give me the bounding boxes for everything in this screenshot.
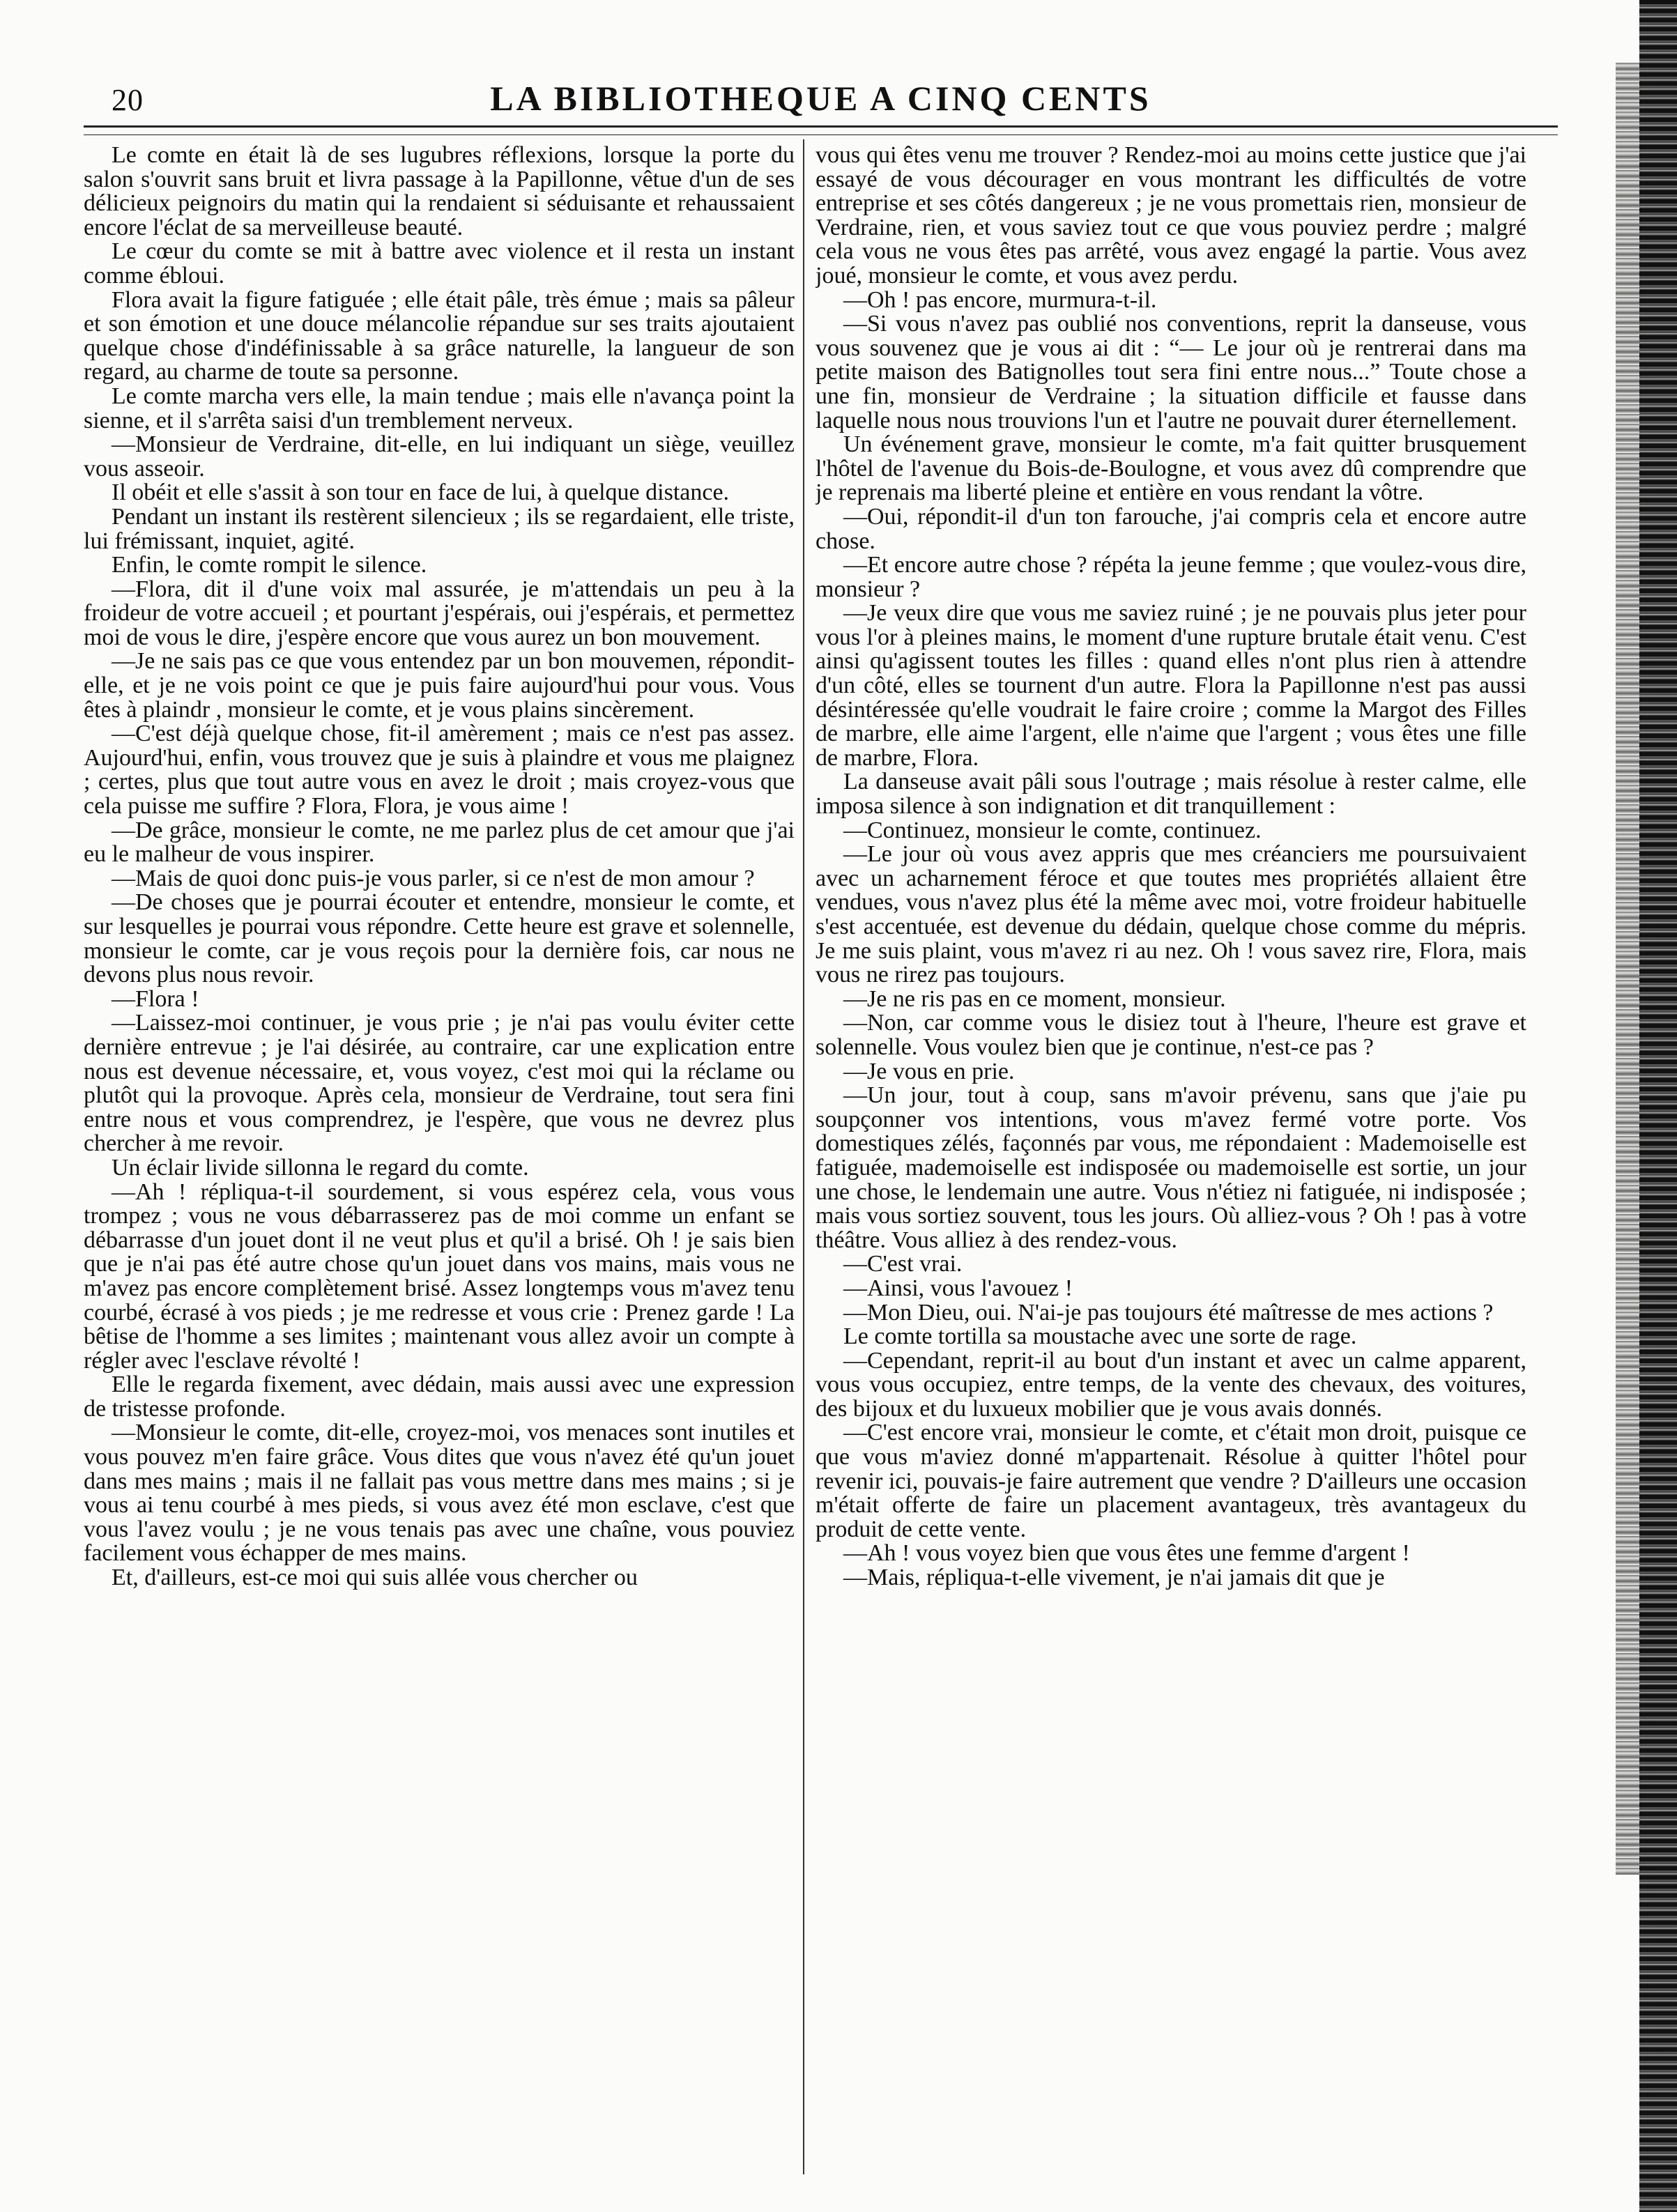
paragraph: —Je ne ris pas en ce moment, monsieur. [843, 985, 1226, 1012]
page-edge-binding [1639, 0, 1677, 2212]
page-header [84, 78, 1558, 127]
paragraph: —Laissez-moi continuer, je vous prie ; je n'ai pas voulu éviter cette dernière entrevue ; je l'ai désirée, au contraire, car une explication entre nous est devenue nécessaire, et, vous voyez, c'est moi qui la réclame ou plutôt qui la provoque. Après cela, monsieur de Verdraine, tout sera fini entre nous et vous comprendrez, je l'espère, que vous ne devrez plus chercher à me revoir. [84, 1010, 795, 1157]
paragraph: —Continuez, monsieur le comte, continuez. [843, 817, 1262, 843]
paragraph: —C'est vrai. [843, 1251, 963, 1277]
paragraph: Pendant un instant ils restèrent silencieux ; ils se regardaient, elle triste, lui frémissant, inquiet, agité. [84, 503, 795, 554]
paragraph: Le comte marcha vers elle, la main tendue ; mais elle n'avança point la sienne, et il s'arrêta saisi d'un tremblement nerveux. [84, 383, 795, 433]
paragraph: —Mais, répliqua-t-elle vivement, je n'ai jamais dit que je [843, 1565, 1385, 1591]
paragraph: Le comte tortilla sa moustache avec une sorte de rage. [843, 1323, 1357, 1350]
paragraph: vous qui êtes venu me trouver ? Rendez-moi au moins cette justice que j'ai essayé de vous décourager en vous montrant les difficultés de votre entreprise et ses côtés dangereux ; je ne vous promettais rien, monsieur de Verdraine, rien, et vous saviez tout ce que vous pouviez perdre ; malgré cela vous ne vous êtes pas arrêté, vous avez engagé la partie. Vous avez joué, monsieur le comte, et vous avez perdu. [815, 144, 1526, 289]
left-column [84, 144, 795, 2179]
paragraph: Le cœur du comte se mit à battre avec violence et il resta un instant comme ébloui. [84, 238, 795, 289]
paragraph: —Je vous en prie. [843, 1058, 1015, 1084]
paragraph: —Monsieur de Verdraine, dit-elle, en lui indiquant un siège, veuillez vous asseoir. [84, 431, 795, 482]
paragraph: Le comte en était là de ses lugubres réflexions, lorsque la porte du salon s'ouvrit sans bruit et livra passage à la Papillonne, vêtue d'un de ses délicieux peignoirs du matin qui la rendaient si séduisante et rehaussaient encore l'éclat de sa merveilleuse beauté. [84, 144, 795, 240]
paragraph: Un éclair livide sillonna le regard du comte. [112, 1154, 529, 1181]
paragraph: —Ah ! répliqua-t-il sourdement, si vous espérez cela, vous vous trompez ; vous ne vous débarrasserez pas de moi comme un enfant se débarrasse d'un jouet dont il ne veut plus et qu'il a brisé. Oh ! je sais bien que je n'ai pas été autre chose qu'un jouet dans vos mains, mais vous ne m'avez pas encore complètement brisé. Assez longtemps vous m'avez tenu courbé, écrasé à vos pieds ; je me redresse et vous crie : Prenez garde ! La bêtise de l'homme a ses limites ; maintenant vous allez avoir un compte à régler avec l'esclave révolté ! [84, 1178, 795, 1374]
paragraph: —Ainsi, vous l'avouez ! [843, 1275, 1073, 1301]
paragraph: —Un jour, tout à coup, sans m'avoir prévenu, sans que j'aie pu soupçonner vos intentions, vous m'avez fermé votre porte. Vos domestiques zélés, façonnés par vous, me répondaient : Mademoiselle est fatiguée, mademoiselle est indisposée ou mademoiselle est sortie, un jour une chose, le lendemain une autre. Vous n'étiez ni fatiguée, ni indisposée ; mais vous sortiez souvent, tous les jours. Où alliez-vous ? Oh ! pas à votre théâtre. Vous alliez à des rendez-vous. [815, 1082, 1526, 1253]
paragraph: —Ah ! vous voyez bien que vous êtes une femme d'argent ! [843, 1540, 1410, 1567]
right-column [815, 144, 1526, 2179]
paragraph: La danseuse avait pâli sous l'outrage ; mais résolue à rester calme, elle imposa silence à son indignation et dit tranquillement : [815, 769, 1526, 820]
paragraph: Et, d'ailleurs, est-ce moi qui suis allée vous chercher ou [112, 1565, 638, 1591]
column-divider [803, 139, 804, 2174]
paragraph: —Si vous n'avez pas oublié nos conventions, reprit la danseuse, vous vous souvenez que je vous ai dit : “— Le jour où je rentrerai dans ma petite maison des Batignolles tout sera fini entre nous...” Toute chose a une fin, monsieur de Verdraine ; la situation difficile et fausse dans laquelle nous nous trouvions l'un et l'autre ne pouvait durer éternellement. [815, 311, 1526, 433]
paragraph: —Flora ! [112, 985, 199, 1012]
paragraph: —Mon Dieu, oui. N'ai-je pas toujours été maîtresse de mes actions ? [843, 1299, 1494, 1326]
paragraph: Enfin, le comte rompit le silence. [112, 552, 427, 578]
paragraph: —Et encore autre chose ? répéta la jeune femme ; que voulez-vous dire, monsieur ? [815, 552, 1526, 602]
paragraph: —De grâce, monsieur le comte, ne me parlez plus de cet amour que j'ai eu le malheur de vous inspirer. [84, 817, 795, 868]
paragraph: Flora avait la figure fatiguée ; elle était pâle, très émue ; mais sa pâleur et son émotion et une douce mélancolie répandue sur ses traits ajoutaient quelque chose d'indéfinissable à sa grâce naturelle, la langueur de son regard, au charme de toute sa personne. [84, 286, 795, 385]
paragraph: —Non, car comme vous le disiez tout à l'heure, l'heure est grave et solennelle. Vous voulez bien que je continue, n'est-ce pas ? [815, 1010, 1526, 1060]
paragraph: —Monsieur le comte, dit-elle, croyez-moi, vos menaces sont inutiles et vous pouvez m'en faire grâce. Vous dites que vous n'avez été qu'un jouet dans mes mains ; mais il ne fallait pas vous mettre dans mes mains ; si je vous ai tenu courbé à mes pieds, si vous avez été mon esclave, c'est que vous l'avez voulu ; je ne vous tenais pas avec une chaîne, vous pouviez facilement vous échapper de mes mains. [84, 1420, 795, 1567]
paragraph: —C'est déjà quelque chose, fit-il amèrement ; mais ce n'est pas assez. Aujourd'hui, enfin, vous trouvez que je suis à plaindre et vous me plaignez ; certes, plus que tout autre vous en avez le droit ; mais croyez-vous que cela puisse me suffire ? Flora, Flora, je vous aime ! [84, 721, 795, 820]
paragraph: —C'est encore vrai, monsieur le comte, et c'était mon droit, puisque ce que vous m'aviez donné m'appartenait. Résolue à quitter l'hôtel pour revenir ici, pouvais-je faire autrement que vendre ? D'ailleurs une occasion m'était offerte de faire un placement avantageux, très avantageux du produit de cette vente. [815, 1420, 1526, 1542]
paragraph: —Je veux dire que vous me saviez ruiné ; je ne pouvais plus jeter pour vous l'or à pleines mains, le moment d'une rupture brutale était venu. C'est ainsi qu'agissent toutes les filles : quand elles n'ont plus rien à attendre d'un côté, elles se tournent d'un autre. Flora la Papillonne n'est pas aussi désintéressée qu'elle voudrait le faire croire ; comme la Margot des Filles de marbre, elle aime l'argent, elle n'aime que l'argent ; vous êtes une fille de marbre, Flora. [815, 600, 1526, 771]
paragraph: —Je ne sais pas ce que vous entendez par un bon mouvemen, répondit-elle, et je ne vois point ce que je puis faire aujourd'hui pour vous. Vous êtes à plaindr , monsieur le comte, et je vous plains sincèrement. [84, 648, 795, 723]
paragraph: —Mais de quoi donc puis-je vous parler, si ce n'est de mon amour ? [112, 865, 755, 891]
paragraph: Elle le regarda fixement, avec dédain, mais aussi avec une expression de tristesse profonde. [84, 1372, 795, 1422]
paragraph: —De choses que je pourrai écouter et entendre, monsieur le comte, et sur lesquelles je pourrai vous répondre. Cette heure est grave et solennelle, monsieur le comte, car je vous reçois pour la dernière fois, car nous ne devons plus nous revoir. [84, 889, 795, 988]
binding-shadow [1616, 63, 1639, 1875]
paragraph: —Oh ! pas encore, murmura-t-il. [843, 286, 1157, 313]
paragraph: —Oui, répondit-il d'un ton farouche, j'ai compris cela et encore autre chose. [815, 503, 1526, 554]
paragraph: Un événement grave, monsieur le comte, m'a fait quitter brusquement l'hôtel de l'avenue du Bois-de-Boulogne, et vous avez dû comprendre que je reprenais ma liberté pleine et entière en vous rendant la vôtre. [815, 431, 1526, 506]
paragraph: —Flora, dit il d'une voix mal assurée, je m'attendais un peu à la froideur de votre accueil ; et pourtant j'espérais, oui j'espérais, et permettez moi de vous le dire, j'espère encore que vous aurez un bon mouvement. [84, 576, 795, 650]
page-number: 20 [112, 83, 144, 117]
paragraph: —Cependant, reprit-il au bout d'un instant et avec un calme apparent, vous vous occupiez, entre temps, de la vente des chevaux, des voitures, des bijoux et du luxueux mobilier que je vous avais donnés. [815, 1347, 1526, 1422]
paragraph: Il obéit et elle s'assit à son tour en face de lui, à quelque distance. [112, 479, 730, 506]
paragraph: —Le jour où vous avez appris que mes créanciers me poursuivaient avec un acharnement féroce et que toutes mes propriétés allaient être vendues, vous n'avez plus été la même avec moi, votre froideur habituelle s'est accentuée, est devenue du dédain, quelque chose comme du mépris. Je me suis plaint, vous m'avez ri au nez. Oh ! vous savez rire, Flora, mais vous ne rirez pas toujours. [815, 841, 1526, 988]
running-title: LA BIBLIOTHEQUE A CINQ CENTS [490, 79, 1151, 118]
header-rule [84, 125, 1558, 135]
